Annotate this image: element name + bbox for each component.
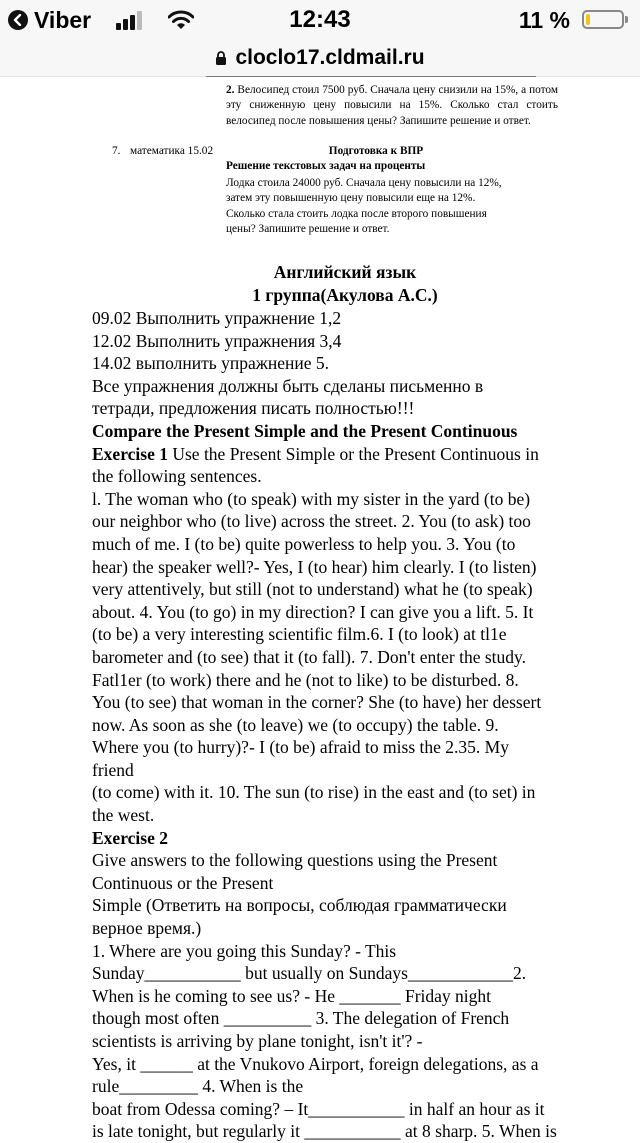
back-app-label: Viber — [34, 6, 92, 33]
clock: 12:43 — [289, 6, 351, 33]
exercise1-line: (to be) a very interesting scientific film.6. I (to look) at tl1e — [92, 624, 507, 645]
exercise2-line: is late tonight, but regularly it ___________ at 8 sharp. 5. When is — [92, 1121, 557, 1142]
document-top-section — [0, 76, 640, 246]
exercise1-label: Exercise 1 — [92, 443, 168, 464]
english-title: Английский язык — [273, 262, 417, 282]
exercise2-line: though most often __________ 3. The delegation of French — [92, 1008, 510, 1029]
english-assignments — [92, 307, 592, 1143]
status-bar — [0, 0, 640, 40]
exercise2-line: Yes, it ______ at the Vnukovo Airport, foreign delegations, as a — [92, 1053, 539, 1074]
exercise2-label: Exercise 2 — [92, 827, 168, 848]
exercise1-line: now. As soon as she (to leave) we (to occupy) the table. 9. — [92, 714, 499, 735]
exercise1-line: much of me. I (to be) quite powerless to help you. 3. You (to — [92, 533, 516, 554]
url-text: cloclo17.cldmail.ru — [235, 46, 425, 69]
exercise2-line: When is he coming to see us? - He _______ Friday night — [92, 985, 492, 1006]
english-group: 1 группа(Акулова А.С.) — [252, 285, 438, 305]
exercise1-line: (to come) with it. 10. The sun (to rise) in the east and (to set) in — [92, 782, 536, 803]
task2-number: 2. — [226, 84, 235, 96]
exercise1-line: the west. — [92, 805, 155, 826]
exercise2-line: Simple (Ответить на вопросы, соблюдая грамматически — [92, 895, 507, 916]
page-cut-line — [206, 76, 536, 79]
boat-task-line: затем эту повышенную цену повысили еще на 12%. — [226, 192, 476, 205]
exercise2-line: boat from Odessa coming? – It___________ in half an hour as it — [92, 1098, 545, 1119]
exercise1-line: our neighbor who (to live) across the street. 2. You (to ask) too — [92, 511, 531, 532]
exercise1-first-line — [92, 443, 592, 466]
instruction-line: тетради, предложения писать полностью!!! — [92, 398, 415, 419]
exercise1-line: l. The woman who (to speak) with my sister in the yard (to be) — [92, 488, 531, 509]
exercise2-line: scientists is arriving by plane tonight, isn't it'? - — [92, 1031, 423, 1051]
exercise1-line: friend — [92, 759, 134, 780]
exercise1-line: about. 4. You (to go) in my direction? I can give you a lift. 5. It — [92, 601, 534, 622]
schedule-line: 12.02 Выполнить упражнения 3,4 — [92, 330, 342, 351]
boat-task-line: Сколько стала стоить лодка после второго повышения — [226, 207, 487, 220]
exercise1-line: Fatl1er (to work) there and he (not to like) to be disturbed. 8. — [92, 669, 519, 690]
table-row-number: 7. — [112, 145, 121, 157]
exercise2-line: Give answers to the following questions using the Present — [92, 850, 498, 871]
vpr-subtitle: Решение текстовых задач на проценты — [226, 160, 426, 172]
address-bar[interactable] — [0, 40, 640, 77]
compare-heading: Compare the Present Simple and the Present Continuous — [92, 420, 518, 441]
schedule-line: 09.02 Выполнить упражнение 1,2 — [92, 308, 342, 328]
exercise2-line: 1. Where are you going this Sunday? - This — [92, 940, 397, 961]
exercise1-line: barometer and (to see) that it (to fall). 7. Don't enter the study. — [92, 646, 527, 667]
exercise1-line: Where you (to hurry)?- I (to be) afraid to miss the 2.35. My — [92, 737, 509, 758]
exercise1-line: You (to see) that woman in the corner? She (to have) her dessert — [92, 692, 542, 713]
battery-icon — [582, 10, 624, 29]
boat-task — [226, 176, 546, 237]
table-row-subject: математика 15.02 — [130, 145, 214, 157]
exercise2-line: верное время.) — [92, 918, 202, 939]
lock-icon — [215, 51, 227, 66]
exercise2-line: rule_________ 4. When is the — [92, 1076, 304, 1097]
exercise1-line: Use the Present Simple or the Present Continuous in — [167, 443, 539, 464]
exercise1-line: hear) the speaker well?- Yes, I (to hear) him clearly. I (to listen) — [92, 556, 537, 577]
battery-level-fill — [586, 14, 590, 25]
battery-percentage: 11 % — [518, 7, 570, 33]
boat-task-line: Лодка стоила 24000 руб. Сначала цену повысили на 12%, — [226, 177, 502, 189]
bicycle-task — [226, 83, 558, 129]
schedule-line: 14.02 выполнить упражнение 5. — [92, 353, 329, 374]
exercise2-line: Sunday___________ but usually on Sundays____________2. — [92, 963, 527, 984]
instruction-line: Все упражнения должны быть сделаны письменно в — [92, 375, 484, 396]
vpr-title: Подготовка к ВПР — [328, 145, 424, 157]
boat-task-line: цены? Запишите решение и ответ. — [226, 222, 390, 235]
exercise1-line: the following sentences. — [92, 466, 262, 487]
task2-text: Велосипед стоил 7500 руб. Сначала цену снизили на 15%, а потом эту сниженную цену повысили на 15%. Сколько стал стоить велосипед после повышения цены? Запишите решение и ответ. — [226, 84, 558, 127]
exercise1-line: very attentively, but still (not to understand) what he (to speak) — [92, 579, 533, 600]
exercise2-line: Continuous or the Present — [92, 872, 274, 893]
